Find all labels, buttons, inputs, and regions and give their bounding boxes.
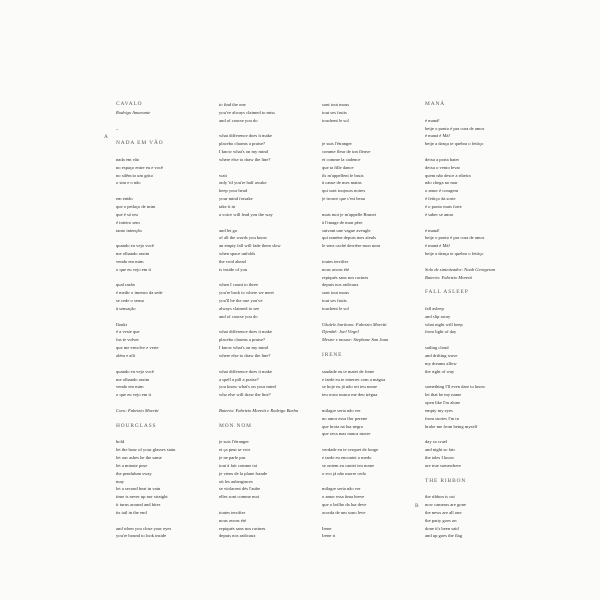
- lyric-line: from stories I'm in: [425, 415, 459, 421]
- lyric-line: the ribbon is cut: [425, 494, 455, 500]
- lyric-line: the pendulum sway: [116, 470, 152, 476]
- lyric-line: e tarde eu te enterrei com a mágoa: [322, 376, 386, 382]
- lyric-line: and when you close your eyes: [116, 525, 172, 531]
- credit-line: Bateria: Fabrizio Moretti: [425, 274, 473, 280]
- lyric-line: elles sont comme moi: [219, 494, 260, 500]
- lyric-line: the party goes on: [425, 517, 457, 523]
- lyric-line: an empty fall will fade them slow: [219, 243, 281, 249]
- credit-line: Coro: Fabrizio Moretti: [116, 407, 159, 413]
- lyric-line: may: [116, 478, 124, 484]
- lyric-line: placebo charms a praise?: [219, 141, 266, 147]
- lyric-line: no amor essa flor perene: [322, 415, 368, 421]
- credit-line: Rodrigo Amarante: [116, 109, 151, 115]
- stanza-gap: [425, 376, 523, 384]
- lyric-line: fall asleep: [425, 305, 444, 311]
- lyric-line: my dreams allow: [425, 360, 457, 366]
- lyric-line: day so cruel: [425, 439, 448, 445]
- lyric-line: le sens caché derrière mon nom: [322, 243, 381, 249]
- lyric-line: tout ses fruits: [322, 298, 347, 304]
- lyric-line: à sensação: [116, 305, 136, 311]
- stanza-gap: [219, 164, 317, 172]
- lyric-line: is inside of you: [219, 266, 248, 272]
- lyric-line: to find the one: [219, 102, 246, 107]
- lyric-line: o amor é coragem: [425, 188, 459, 194]
- lyric-line: deixa o vento levar: [425, 164, 461, 170]
- lyric-line: you're bound to look inside: [116, 533, 167, 539]
- lyric-line: time is never up nor straight: [116, 494, 168, 500]
- stanza-gap: [425, 219, 523, 227]
- lyric-line: où les auberginces: [219, 478, 253, 484]
- lyric-line: à cause de mes mains: [322, 180, 362, 186]
- lyric-line: é medir o imenso da sede: [116, 290, 163, 296]
- lyric-line: empty my eyes: [425, 407, 453, 413]
- lyric-line: nous avons été: [322, 266, 350, 272]
- stanza-gap: [116, 148, 214, 156]
- credit-line: Mestre e mouse: Stephane San Juan: [322, 337, 389, 343]
- stanza-gap: [116, 117, 214, 125]
- lyric-line: é o ponto mais forte: [425, 203, 462, 209]
- stanza-gap: [322, 478, 420, 486]
- stanza-gap: [219, 501, 317, 509]
- lyric-line: je suis l'étranger: [322, 141, 352, 147]
- stanza-gap: [425, 258, 523, 266]
- lyric-line: –: [116, 125, 119, 131]
- stanza-gap: [219, 399, 317, 407]
- lyric-line: and let go: [219, 227, 238, 233]
- lyric-line: what difference does it make: [219, 329, 272, 335]
- lyric-line: I know what's on my mind: [219, 149, 268, 155]
- lyrics-column-2: [219, 101, 317, 540]
- stanza-gap: [116, 360, 214, 368]
- lyric-line: no espaço entre eu e você: [116, 164, 164, 170]
- lyric-line: depuis nos radicaux: [322, 282, 359, 288]
- lyric-line: qui ramène depuis mes aïeuls: [322, 235, 377, 241]
- song-title: THE RIBBON: [425, 477, 467, 484]
- lyric-line: a spell a pill a praise?: [219, 376, 259, 382]
- lyric-line: o sim e o não: [116, 180, 141, 186]
- lyric-line: the void ahead: [219, 258, 246, 264]
- lyric-line: I know what's on my mind: [219, 345, 268, 351]
- lyric-line: nous avons été: [219, 517, 247, 523]
- stanza-gap: [425, 109, 523, 117]
- lyric-line: em então: [116, 196, 133, 202]
- lyric-line: milagre seria não ver: [322, 407, 361, 413]
- stanza-gap: [219, 274, 317, 282]
- stanza-gap: [322, 132, 420, 140]
- lyrics-column-1: [116, 101, 214, 540]
- lyric-line: que ta fille dance: [322, 164, 354, 170]
- lyric-line: que o pedaço de mim: [116, 203, 156, 209]
- lyric-line: à l'image de mon père: [322, 219, 363, 225]
- lyric-line: let that be my name: [425, 392, 462, 398]
- stanza-gap: [219, 415, 317, 423]
- lyric-line: fus te volver: [116, 337, 139, 343]
- lyric-line: que é só teu: [116, 211, 138, 217]
- lyric-line: se ontem eu cantei teu nome: [322, 462, 375, 468]
- lyric-line: no silêncio um grito: [116, 172, 153, 178]
- lyric-line: repiqués sans nos racines: [219, 525, 266, 531]
- stanza-gap: [219, 321, 317, 329]
- lyric-line: ils m'appellent le bruis: [322, 172, 364, 178]
- lyric-line: and night so fair: [425, 447, 455, 453]
- stanza-gap: [322, 250, 420, 258]
- lyric-line: let a minute pose: [116, 462, 148, 468]
- lyric-line: é maná é Má!: [425, 243, 451, 249]
- lyric-line: é a veste que: [116, 329, 140, 335]
- lyric-line: qui sont toujours noires: [322, 188, 366, 194]
- lyric-line: toutes terrifier: [322, 258, 349, 264]
- lyric-line: let our ashes be the same: [116, 454, 162, 460]
- stanza-gap: [116, 430, 214, 438]
- stanza-gap: [219, 430, 317, 438]
- lyric-line: and of course you do: [219, 117, 258, 123]
- lyric-line: que brota na lua negra: [322, 423, 363, 429]
- lyric-line: milagre seria não ver: [322, 486, 361, 492]
- lyric-line: and slip away: [425, 313, 451, 319]
- lyric-line: acorda de um sono leve: [322, 509, 366, 515]
- lyric-line: let a second beat in vain: [116, 486, 161, 492]
- lyric-line: teu rosto nunca me deu trégua: [322, 392, 378, 398]
- lyric-line: é inteiro sem: [116, 219, 140, 225]
- lyric-line: only 'til you're half awake: [219, 180, 267, 186]
- lyric-line: repiqués sans nos racines: [322, 274, 369, 280]
- song-title: IRENE: [322, 352, 343, 358]
- section-marker-a: A: [104, 134, 109, 140]
- stanza-gap: [425, 336, 523, 344]
- lyric-line: além e afã: [116, 353, 135, 358]
- lyric-line: sailing cloud: [425, 345, 449, 351]
- lyric-line: o eco já não morre cedo: [322, 470, 367, 476]
- lyric-line: of all the words you know: [219, 235, 268, 241]
- stanza-gap: [116, 415, 214, 423]
- stanza-gap: [425, 485, 523, 493]
- section-marker-b: B: [415, 503, 419, 509]
- lyric-line: the tales I know: [425, 454, 455, 460]
- lyric-line: the right of way: [425, 368, 455, 374]
- lyric-line: que seca mas nunca morre: [322, 431, 371, 437]
- lyric-line: from light of day: [425, 329, 457, 335]
- lyric-line: your mind forsake: [219, 196, 253, 202]
- lyric-line: what night will keep: [425, 321, 463, 327]
- stanza-gap: [116, 187, 214, 195]
- lyric-line: Irene: [322, 525, 332, 531]
- lyric-line: que o brilho da lua deve: [322, 502, 367, 508]
- lyric-line: quando eu vejo você: [116, 368, 154, 374]
- lyric-line: não chega no mar: [425, 180, 458, 186]
- stanza-gap: [116, 313, 214, 321]
- lyric-line: a voice will lead you the way: [219, 211, 273, 217]
- lyric-line: and of course you do: [219, 313, 258, 319]
- stanza-gap: [425, 281, 523, 289]
- lyric-line: take it in: [219, 203, 236, 209]
- stanza-gap: [322, 399, 420, 407]
- lyric-line: quem não desce a ribeira: [425, 172, 471, 178]
- lyric-line: depuis nos radicaux: [219, 533, 256, 539]
- lyric-line: the news are all one: [425, 509, 462, 515]
- credit-line: Ukulele barítono: Fabrizio Moretti: [322, 321, 387, 327]
- lyric-line: se hoje eu já não sei teu nome: [322, 384, 377, 390]
- lyric-line: é maná!: [425, 227, 440, 233]
- stanza-gap: [116, 234, 214, 242]
- lyric-line: mais moi je m'appelle Brunet: [322, 211, 376, 217]
- lyric-line: wait: [219, 172, 227, 178]
- lyric-line: que me envolve e verte: [116, 345, 159, 351]
- stanza-gap: [322, 517, 420, 525]
- lyric-line: je suis l'étranger: [219, 439, 249, 445]
- lyric-line: o amor essa ítma breve: [322, 494, 365, 500]
- lyric-line: when I count to three: [219, 282, 259, 288]
- stanza-gap: [116, 399, 214, 407]
- lyric-line: done it's been said: [425, 525, 459, 531]
- stanza-gap: [322, 125, 420, 133]
- lyric-line: beije a dança te quebra o feitiço: [425, 251, 484, 257]
- lyrics-column-3: [322, 101, 420, 540]
- lyric-line: something I'll even dare to know: [425, 384, 486, 390]
- lyric-line: me olhando assim: [116, 251, 150, 257]
- stanza-gap: [219, 360, 317, 368]
- lyric-line: nada em vão: [116, 156, 140, 162]
- stanza-gap: [219, 219, 317, 227]
- song-title: MON NOM: [219, 422, 252, 429]
- lyric-line: je ne parle pas: [219, 454, 246, 460]
- lyric-line: keep your head: [219, 188, 248, 194]
- lyric-line: let the hour of your glasses stain: [116, 447, 176, 453]
- lyric-line: and up goes the flag: [425, 533, 462, 539]
- lyric-line: qual razão: [116, 282, 136, 288]
- lyric-line: and drifting wave: [425, 353, 458, 358]
- lyric-line: beije o ponto é pra cura de amor: [425, 125, 485, 131]
- lyric-line: tanto intenção: [116, 227, 142, 233]
- lyric-line: tout à fait comme toi: [219, 462, 258, 468]
- lyric-line: touchent le sol: [322, 305, 349, 311]
- lyric-line: toutes terrifier: [219, 509, 246, 515]
- lyric-line: deixa a porta bater: [425, 156, 460, 162]
- lyric-line: you know what's on your mind: [219, 384, 276, 390]
- lyric-line: vendo em mim: [116, 258, 144, 264]
- credit-line: Bateria: Fabrizio Moretti e Rodrigo Barba: [219, 407, 299, 413]
- stanza-gap: [425, 148, 523, 156]
- lyric-line: je viens de la plane frande: [219, 470, 268, 476]
- stanza-gap: [322, 360, 420, 368]
- lyric-line: beije o ponto é pra cura de amor: [425, 235, 485, 241]
- stanza-gap: [425, 297, 523, 305]
- lyric-line: where else to draw the line?: [219, 353, 271, 358]
- lyric-line: et ça peut se voir: [219, 447, 251, 453]
- lyric-line: o que eu vejo em ti: [116, 392, 152, 398]
- stanza-gap: [219, 125, 317, 133]
- lyric-line: open like I'm alone: [425, 400, 461, 406]
- lyric-line: saudade eu te matei de fome: [322, 368, 375, 374]
- lyric-line: you'll be the one you've: [219, 298, 263, 304]
- stanza-gap: [322, 438, 420, 446]
- lyric-line: é maná!: [425, 117, 440, 123]
- lyric-line: when space unfolds: [219, 251, 256, 257]
- lyric-line: comme fleur de ton fleuve: [322, 149, 371, 155]
- stanza-gap: [322, 203, 420, 211]
- lyric-line: placebo charms a praise?: [219, 337, 266, 343]
- lyrics-column-4: [425, 101, 523, 540]
- lyric-line: beije a dança te quebra o feitiço: [425, 141, 484, 147]
- lyric-line: where else to draw the line?: [219, 156, 271, 162]
- lyric-line: se violacent dès l'aube: [219, 486, 261, 492]
- lyric-line: now cameras are gone: [425, 502, 466, 508]
- lyric-line: o que eu vejo em ti: [116, 266, 152, 272]
- lyric-line: sont tout mous: [322, 102, 350, 107]
- lyric-line: é feitiço da sorte: [425, 196, 456, 202]
- stanza-gap: [425, 430, 523, 438]
- lyric-line: é saber se amar: [425, 211, 454, 217]
- stanza-gap: [322, 313, 420, 321]
- lyric-line: quando eu vejo você: [116, 243, 154, 249]
- song-title: CAVALO: [116, 101, 143, 107]
- song-title: MANÁ: [425, 101, 446, 107]
- credit-line: Solo de sintetizador: Noah Georgeson: [425, 266, 496, 272]
- lyric-line: it turns around and bites: [116, 502, 161, 508]
- stanza-gap: [322, 344, 420, 352]
- stanza-gap: [116, 517, 214, 525]
- lyric-line: Irene ri: [322, 533, 336, 539]
- lyric-line: sont tout mous: [322, 290, 350, 296]
- lyric-line: verdade eu te cerquei de longe: [322, 447, 378, 453]
- lyric-line: what difference does it make: [219, 133, 272, 139]
- song-title: NADA EM VÃO: [116, 140, 164, 147]
- lyric-line: you're back to where we meet: [219, 290, 274, 296]
- lyric-line: e tarde eu encontei o medo: [322, 454, 372, 460]
- lyric-line: Ilonkt: [116, 321, 127, 327]
- lyric-line: broke me from being myself: [425, 423, 478, 429]
- credit-line: Djembê: Joel Virgel: [322, 329, 359, 335]
- lyric-line: se cede o senso: [116, 298, 145, 304]
- lyric-line: me olhando assim: [116, 376, 150, 382]
- lyric-line: who else will draw the line?: [219, 392, 271, 398]
- lyric-line: its tail in the end: [116, 509, 147, 515]
- song-title: HOURGLASS: [116, 422, 157, 429]
- lyric-line: are true somewhere: [425, 462, 461, 468]
- lyric-line: je trouve que c'est beau: [322, 196, 365, 202]
- lyric-line: et comme la cadence: [322, 156, 361, 162]
- stanza-gap: [116, 274, 214, 282]
- lyric-line: tout ses fruits: [322, 109, 347, 115]
- stanza-gap: [425, 470, 523, 478]
- lyric-line: what difference does it make: [219, 368, 272, 374]
- lyric-line: you've always claimed to miss: [219, 109, 275, 115]
- lyric-line: suivant une vague aveugle: [322, 227, 371, 233]
- lyric-line: always claimed to see: [219, 305, 260, 311]
- lyric-line: hold: [116, 439, 125, 445]
- lyric-line: vendo em mim: [116, 384, 144, 390]
- song-title: FALL ASLEEP: [425, 289, 469, 296]
- lyric-line: é maná é Má!: [425, 133, 451, 139]
- lyric-line: touchent le sol: [322, 117, 349, 123]
